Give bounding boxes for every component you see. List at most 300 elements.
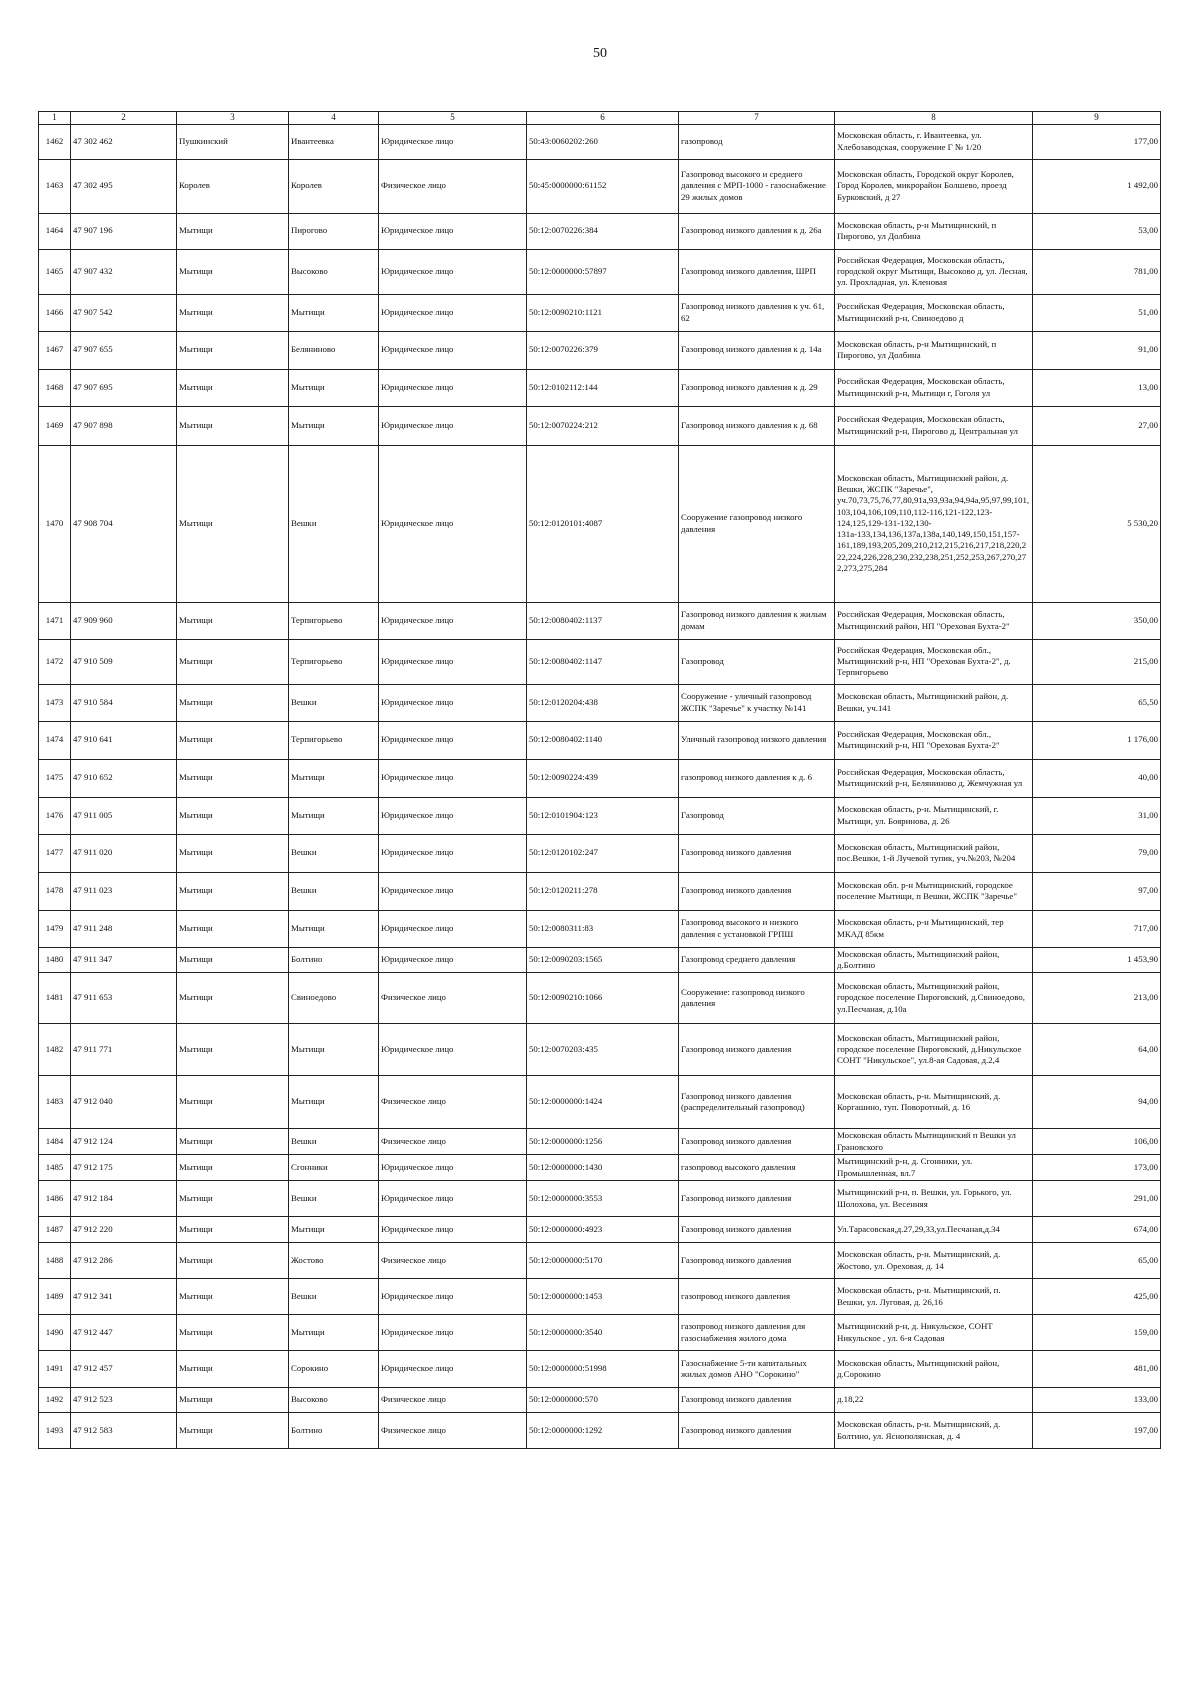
- cell-owner-type: Юридическое лицо: [379, 331, 527, 369]
- cell-object-name: Газопровод среднего давления: [679, 947, 835, 973]
- cell-oktmo-code: 47 907 655: [71, 331, 177, 369]
- cell-length-value: 65,50: [1033, 684, 1161, 721]
- cell-row-number: 1465: [39, 249, 71, 294]
- cell-district: Мытищи: [177, 872, 289, 910]
- cell-owner-type: Физическое лицо: [379, 1129, 527, 1155]
- cell-owner-type: Юридическое лицо: [379, 684, 527, 721]
- cell-oktmo-code: 47 911 771: [71, 1024, 177, 1076]
- cell-oktmo-code: 47 907 898: [71, 406, 177, 445]
- cell-cadastral-number: 50:12:0000000:1453: [527, 1279, 679, 1315]
- column-header-8: 8: [835, 112, 1033, 125]
- cell-cadastral-number: 50:12:0120204:438: [527, 684, 679, 721]
- cell-oktmo-code: 47 909 960: [71, 602, 177, 639]
- table-row: [39, 445, 1161, 602]
- cell-length-value: 53,00: [1033, 213, 1161, 249]
- cell-address: Московская область, р-н Мытищинский, тер МКАД 85км: [835, 910, 1033, 947]
- table-row: [39, 1024, 1161, 1076]
- cell-row-number: 1481: [39, 973, 71, 1024]
- registry-table: [38, 111, 1161, 1449]
- cell-object-name: Газоснабжение 5-ти капитальных жилых домов АНО "Сорокино": [679, 1351, 835, 1388]
- cell-length-value: 5 530,20: [1033, 445, 1161, 602]
- cell-row-number: 1480: [39, 947, 71, 973]
- cell-address: Ул.Тарасовская,д.27,29,33,ул.Песчаная,д.34: [835, 1217, 1033, 1243]
- column-header-3: 3: [177, 112, 289, 125]
- cell-row-number: 1491: [39, 1351, 71, 1388]
- cell-length-value: 291,00: [1033, 1181, 1161, 1217]
- cell-row-number: 1470: [39, 445, 71, 602]
- cell-settlement: Вешки: [289, 1279, 379, 1315]
- cell-object-name: Газопровод высокого и низкого давления с установкой ГРПШ: [679, 910, 835, 947]
- cell-address: Российская Федерация, Московская область, Мытищинский р-н, Беляниново д, Жемчужная ул: [835, 759, 1033, 797]
- cell-object-name: Газопровод низкого давления, ШРП: [679, 249, 835, 294]
- table-row: [39, 1181, 1161, 1217]
- cell-cadastral-number: 50:12:0000000:570: [527, 1388, 679, 1413]
- cell-address: Мытищинский р-н, п. Вешки, ул. Горького, ул. Шолохова, ул. Весенняя: [835, 1181, 1033, 1217]
- cell-row-number: 1475: [39, 759, 71, 797]
- cell-object-name: Газопровод низкого давления к д. 29: [679, 369, 835, 406]
- cell-oktmo-code: 47 912 583: [71, 1413, 177, 1449]
- cell-cadastral-number: 50:12:0000000:57897: [527, 249, 679, 294]
- cell-address: Российская Федерация, Московская обл., Мытищинский р-н, НП "Ореховая Бухта-2": [835, 721, 1033, 759]
- cell-length-value: 79,00: [1033, 834, 1161, 872]
- cell-oktmo-code: 47 911 653: [71, 973, 177, 1024]
- cell-oktmo-code: 47 912 523: [71, 1388, 177, 1413]
- cell-object-name: Газопровод: [679, 797, 835, 834]
- cell-district: Мытищи: [177, 1413, 289, 1449]
- column-header-2: 2: [71, 112, 177, 125]
- cell-settlement: Мытищи: [289, 369, 379, 406]
- cell-settlement: Терпигорьево: [289, 639, 379, 684]
- cell-object-name: Газопровод низкого давления: [679, 1388, 835, 1413]
- cell-address: д.18,22: [835, 1388, 1033, 1413]
- cell-length-value: 97,00: [1033, 872, 1161, 910]
- cell-oktmo-code: 47 910 509: [71, 639, 177, 684]
- cell-district: Мытищи: [177, 684, 289, 721]
- cell-owner-type: Юридическое лицо: [379, 1155, 527, 1181]
- table-row: [39, 249, 1161, 294]
- cell-cadastral-number: 50:12:0090210:1121: [527, 294, 679, 331]
- cell-object-name: Газопровод низкого давления (распределительный газопровод): [679, 1076, 835, 1129]
- cell-length-value: 1 176,00: [1033, 721, 1161, 759]
- cell-owner-type: Юридическое лицо: [379, 369, 527, 406]
- cell-settlement: Ивантеевка: [289, 124, 379, 159]
- cell-object-name: Газопровод низкого давления к д. 14а: [679, 331, 835, 369]
- cell-address: Мытищинский р-н, д. Сгонники, ул. Промышленная, вл.7: [835, 1155, 1033, 1181]
- cell-address: Российская Федерация, Московская обл., Мытищинский р-н, НП "Ореховая Бухта-2", д. Терпигорьево: [835, 639, 1033, 684]
- cell-settlement: Высоково: [289, 1388, 379, 1413]
- table-row: [39, 797, 1161, 834]
- cell-length-value: 13,00: [1033, 369, 1161, 406]
- cell-district: Мытищи: [177, 1129, 289, 1155]
- cell-settlement: Терпигорьево: [289, 721, 379, 759]
- cell-object-name: Газопровод низкого давления: [679, 1217, 835, 1243]
- cell-cadastral-number: 50:12:0070224:212: [527, 406, 679, 445]
- cell-district: Мытищи: [177, 947, 289, 973]
- cell-settlement: Пирогово: [289, 213, 379, 249]
- table-row: [39, 1155, 1161, 1181]
- cell-oktmo-code: 47 912 184: [71, 1181, 177, 1217]
- cell-length-value: 197,00: [1033, 1413, 1161, 1449]
- cell-owner-type: Юридическое лицо: [379, 445, 527, 602]
- cell-cadastral-number: 50:12:0000000:1430: [527, 1155, 679, 1181]
- cell-cadastral-number: 50:12:0101904:123: [527, 797, 679, 834]
- cell-settlement: Вешки: [289, 1129, 379, 1155]
- cell-row-number: 1477: [39, 834, 71, 872]
- cell-length-value: 91,00: [1033, 331, 1161, 369]
- cell-length-value: 133,00: [1033, 1388, 1161, 1413]
- cell-oktmo-code: 47 912 447: [71, 1315, 177, 1351]
- cell-district: Королев: [177, 159, 289, 213]
- table-body: [39, 124, 1161, 1449]
- cell-district: Мытищи: [177, 910, 289, 947]
- cell-settlement: Жостово: [289, 1243, 379, 1279]
- cell-row-number: 1489: [39, 1279, 71, 1315]
- cell-object-name: Сооружение - уличный газопровод ЖСПК "Заречье" к участку №141: [679, 684, 835, 721]
- cell-district: Мытищи: [177, 1243, 289, 1279]
- cell-oktmo-code: 47 907 695: [71, 369, 177, 406]
- cell-row-number: 1479: [39, 910, 71, 947]
- cell-oktmo-code: 47 907 542: [71, 294, 177, 331]
- table-row: [39, 1279, 1161, 1315]
- cell-row-number: 1483: [39, 1076, 71, 1129]
- cell-object-name: Газопровод низкого давления к д. 26а: [679, 213, 835, 249]
- table-row: [39, 1076, 1161, 1129]
- cell-owner-type: Юридическое лицо: [379, 910, 527, 947]
- table-row: [39, 834, 1161, 872]
- cell-district: Мытищи: [177, 331, 289, 369]
- column-header-4: 4: [289, 112, 379, 125]
- cell-owner-type: Юридическое лицо: [379, 406, 527, 445]
- cell-oktmo-code: 47 910 652: [71, 759, 177, 797]
- column-header-7: 7: [679, 112, 835, 125]
- cell-row-number: 1472: [39, 639, 71, 684]
- cell-cadastral-number: 50:12:0000000:1256: [527, 1129, 679, 1155]
- cell-district: Мытищи: [177, 973, 289, 1024]
- cell-cadastral-number: 50:12:0080311:83: [527, 910, 679, 947]
- cell-object-name: Газопровод низкого давления: [679, 1181, 835, 1217]
- cell-object-name: газопровод низкого давления: [679, 1279, 835, 1315]
- cell-settlement: Мытищи: [289, 1315, 379, 1351]
- cell-oktmo-code: 47 907 432: [71, 249, 177, 294]
- cell-owner-type: Юридическое лицо: [379, 1279, 527, 1315]
- cell-object-name: Сооружение: газопровод низкого давления: [679, 973, 835, 1024]
- cell-oktmo-code: 47 911 347: [71, 947, 177, 973]
- cell-district: Мытищи: [177, 721, 289, 759]
- cell-object-name: Газопровод низкого давления: [679, 834, 835, 872]
- table-row: [39, 331, 1161, 369]
- cell-row-number: 1482: [39, 1024, 71, 1076]
- cell-settlement: Вешки: [289, 445, 379, 602]
- cell-row-number: 1466: [39, 294, 71, 331]
- cell-district: Мытищи: [177, 406, 289, 445]
- cell-object-name: Сооружение газопровод низкого давления: [679, 445, 835, 602]
- cell-object-name: Газопровод низкого давления к жилым домам: [679, 602, 835, 639]
- cell-owner-type: Юридическое лицо: [379, 1351, 527, 1388]
- cell-object-name: Газопровод высокого и среднего давления с МРП-1000 - газоснабжение 29 жилых домов: [679, 159, 835, 213]
- cell-object-name: Газопровод: [679, 639, 835, 684]
- cell-address: Московская область, р-н. Мытищинский, д. Болтино, ул. Яснополянская, д. 4: [835, 1413, 1033, 1449]
- cell-owner-type: Физическое лицо: [379, 973, 527, 1024]
- cell-row-number: 1492: [39, 1388, 71, 1413]
- cell-cadastral-number: 50:12:0070203:435: [527, 1024, 679, 1076]
- cell-oktmo-code: 47 911 020: [71, 834, 177, 872]
- cell-settlement: Болтино: [289, 947, 379, 973]
- cell-oktmo-code: 47 910 641: [71, 721, 177, 759]
- table-row: [39, 1217, 1161, 1243]
- cell-address: Московская область, р-н. Мытищинский, д. Коргашино, туп. Поворотный, д. 16: [835, 1076, 1033, 1129]
- cell-length-value: 173,00: [1033, 1155, 1161, 1181]
- cell-district: Мытищи: [177, 249, 289, 294]
- cell-settlement: Мытищи: [289, 406, 379, 445]
- cell-district: Мытищи: [177, 1351, 289, 1388]
- cell-owner-type: Юридическое лицо: [379, 947, 527, 973]
- cell-owner-type: Юридическое лицо: [379, 639, 527, 684]
- cell-owner-type: Физическое лицо: [379, 1388, 527, 1413]
- cell-owner-type: Юридическое лицо: [379, 1024, 527, 1076]
- table-row: [39, 1413, 1161, 1449]
- page-number: 50: [593, 46, 607, 61]
- cell-district: Мытищи: [177, 445, 289, 602]
- cell-row-number: 1478: [39, 872, 71, 910]
- cell-oktmo-code: 47 912 341: [71, 1279, 177, 1315]
- cell-address: Московская область, р-н Мытищинский, п Пирогово, ул Долбина: [835, 331, 1033, 369]
- cell-cadastral-number: 50:12:0070226:379: [527, 331, 679, 369]
- table-row: [39, 1243, 1161, 1279]
- table-row: [39, 213, 1161, 249]
- cell-settlement: Вешки: [289, 684, 379, 721]
- cell-district: Мытищи: [177, 294, 289, 331]
- cell-settlement: Сорокино: [289, 1351, 379, 1388]
- cell-district: Мытищи: [177, 369, 289, 406]
- cell-length-value: 159,00: [1033, 1315, 1161, 1351]
- cell-district: Пушкинский: [177, 124, 289, 159]
- cell-address: Московская область Мытищинский п Вешки ул Грановского: [835, 1129, 1033, 1155]
- cell-row-number: 1473: [39, 684, 71, 721]
- cell-cadastral-number: 50:12:0090203:1565: [527, 947, 679, 973]
- cell-district: Мытищи: [177, 602, 289, 639]
- cell-address: Российская Федерация, Московская область, Мытищинский район, НП "Ореховая Бухта-2": [835, 602, 1033, 639]
- cell-owner-type: Юридическое лицо: [379, 759, 527, 797]
- cell-owner-type: Юридическое лицо: [379, 872, 527, 910]
- cell-cadastral-number: 50:12:0120101:4087: [527, 445, 679, 602]
- cell-object-name: Газопровод низкого давления: [679, 1129, 835, 1155]
- cell-district: Мытищи: [177, 1024, 289, 1076]
- cell-oktmo-code: 47 908 704: [71, 445, 177, 602]
- cell-cadastral-number: 50:12:0090210:1066: [527, 973, 679, 1024]
- cell-address: Московская область, Мытищинский район, городское поселение Пироговский, д.Свиноедово, ул.Песчаная, д.10а: [835, 973, 1033, 1024]
- cell-length-value: 1 453,90: [1033, 947, 1161, 973]
- cell-settlement: Мытищи: [289, 910, 379, 947]
- cell-settlement: Вешки: [289, 872, 379, 910]
- cell-settlement: Вешки: [289, 1181, 379, 1217]
- cell-district: Мытищи: [177, 1181, 289, 1217]
- cell-district: Мытищи: [177, 1155, 289, 1181]
- cell-row-number: 1476: [39, 797, 71, 834]
- cell-object-name: Газопровод низкого давления к уч. 61, 62: [679, 294, 835, 331]
- cell-settlement: Мытищи: [289, 1076, 379, 1129]
- cell-oktmo-code: 47 912 457: [71, 1351, 177, 1388]
- cell-owner-type: Юридическое лицо: [379, 1181, 527, 1217]
- cell-object-name: Газопровод низкого давления: [679, 1413, 835, 1449]
- cell-settlement: Болтино: [289, 1413, 379, 1449]
- cell-cadastral-number: 50:12:0000000:4923: [527, 1217, 679, 1243]
- cell-length-value: 65,00: [1033, 1243, 1161, 1279]
- table-row: [39, 294, 1161, 331]
- cell-district: Мытищи: [177, 834, 289, 872]
- cell-district: Мытищи: [177, 759, 289, 797]
- cell-settlement: Терпигорьево: [289, 602, 379, 639]
- cell-owner-type: Физическое лицо: [379, 1413, 527, 1449]
- cell-cadastral-number: 50:12:0120102:247: [527, 834, 679, 872]
- cell-object-name: газопровод низкого давления к д. 6: [679, 759, 835, 797]
- cell-district: Мытищи: [177, 1279, 289, 1315]
- cell-address: Московская область, Городской округ Королев, Город Королев, микрорайон Болшево, проезд Бурковский, д 27: [835, 159, 1033, 213]
- cell-address: Российская Федерация, Московская область, городской округ Мытищи, Высоково д, ул. Лесная, ул. Прохладная, ул. Кленовая: [835, 249, 1033, 294]
- cell-cadastral-number: 50:12:0080402:1147: [527, 639, 679, 684]
- cell-length-value: 425,00: [1033, 1279, 1161, 1315]
- cell-row-number: 1469: [39, 406, 71, 445]
- cell-address: Московская область, Мытищинский район, д.Болтино: [835, 947, 1033, 973]
- cell-owner-type: Физическое лицо: [379, 1243, 527, 1279]
- table-row: [39, 872, 1161, 910]
- cell-address: Российская Федерация, Московская область, Мытищинский р-н, Пирогово д, Центральная ул: [835, 406, 1033, 445]
- cell-row-number: 1467: [39, 331, 71, 369]
- cell-row-number: 1490: [39, 1315, 71, 1351]
- cell-object-name: газопровод низкого давления для газоснабжения жилого дома: [679, 1315, 835, 1351]
- cell-object-name: газопровод высокого давления: [679, 1155, 835, 1181]
- cell-owner-type: Физическое лицо: [379, 159, 527, 213]
- cell-length-value: 213,00: [1033, 973, 1161, 1024]
- cell-district: Мытищи: [177, 1315, 289, 1351]
- cell-object-name: газопровод: [679, 124, 835, 159]
- table-row: [39, 759, 1161, 797]
- cell-address: Московская область, Мытищинский район, д. Вешки, уч.141: [835, 684, 1033, 721]
- cell-cadastral-number: 50:12:0000000:1424: [527, 1076, 679, 1129]
- cell-district: Мытищи: [177, 213, 289, 249]
- cell-length-value: 717,00: [1033, 910, 1161, 947]
- cell-address: Московская область, р-н Мытищинский, п Пирогово, ул Долбина: [835, 213, 1033, 249]
- cell-owner-type: Юридическое лицо: [379, 213, 527, 249]
- column-header-5: 5: [379, 112, 527, 125]
- cell-length-value: 40,00: [1033, 759, 1161, 797]
- cell-address: Мытищинский р-н, д. Никульское, СОНТ Никульское , ул. 6-я Садовая: [835, 1315, 1033, 1351]
- cell-address: Московская область, р-н. Мытищинский, п. Вешки, ул. Луговая, д. 26,16: [835, 1279, 1033, 1315]
- cell-address: Московская область, Мытищинский район, городское поселение Пироговский, д.Никульское СОНТ "Никульское", ул.8-ая Садовая, д.2,4: [835, 1024, 1033, 1076]
- header-row: [39, 112, 1161, 125]
- table-row: [39, 721, 1161, 759]
- cell-row-number: 1468: [39, 369, 71, 406]
- cell-owner-type: Юридическое лицо: [379, 1315, 527, 1351]
- cell-address: Московская область, Мытищинский район, д.Сорокино: [835, 1351, 1033, 1388]
- column-header-1: 1: [39, 112, 71, 125]
- table-row: [39, 1315, 1161, 1351]
- table-row: [39, 639, 1161, 684]
- cell-object-name: Газопровод низкого давления: [679, 1024, 835, 1076]
- cell-row-number: 1464: [39, 213, 71, 249]
- cell-owner-type: Физическое лицо: [379, 1076, 527, 1129]
- cell-owner-type: Юридическое лицо: [379, 294, 527, 331]
- cell-object-name: Уличный газопровод низкого давления: [679, 721, 835, 759]
- cell-cadastral-number: 50:12:0000000:51998: [527, 1351, 679, 1388]
- cell-row-number: 1486: [39, 1181, 71, 1217]
- cell-owner-type: Юридическое лицо: [379, 834, 527, 872]
- table-row: [39, 684, 1161, 721]
- cell-district: Мытищи: [177, 639, 289, 684]
- cell-length-value: 94,00: [1033, 1076, 1161, 1129]
- cell-settlement: Беляниново: [289, 331, 379, 369]
- cell-length-value: 64,00: [1033, 1024, 1161, 1076]
- cell-district: Мытищи: [177, 1076, 289, 1129]
- table-row: [39, 159, 1161, 213]
- cell-owner-type: Юридическое лицо: [379, 721, 527, 759]
- cell-length-value: 1 492,00: [1033, 159, 1161, 213]
- cell-row-number: 1484: [39, 1129, 71, 1155]
- cell-row-number: 1474: [39, 721, 71, 759]
- cell-address: Московская область, г. Ивантеевка, ул. Хлебозаводская, сооружение Г № 1/20: [835, 124, 1033, 159]
- cell-cadastral-number: 50:12:0000000:1292: [527, 1413, 679, 1449]
- cell-cadastral-number: 50:12:0120211:278: [527, 872, 679, 910]
- cell-cadastral-number: 50:45:0000000:61152: [527, 159, 679, 213]
- table-row: [39, 1388, 1161, 1413]
- cell-owner-type: Юридическое лицо: [379, 1217, 527, 1243]
- cell-cadastral-number: 50:43:0060202:260: [527, 124, 679, 159]
- cell-oktmo-code: 47 911 023: [71, 872, 177, 910]
- table-row: [39, 1351, 1161, 1388]
- cell-oktmo-code: 47 911 248: [71, 910, 177, 947]
- table-row: [39, 369, 1161, 406]
- cell-length-value: 27,00: [1033, 406, 1161, 445]
- cell-settlement: Высоково: [289, 249, 379, 294]
- cell-oktmo-code: 47 912 124: [71, 1129, 177, 1155]
- cell-row-number: 1462: [39, 124, 71, 159]
- cell-cadastral-number: 50:12:0080402:1140: [527, 721, 679, 759]
- cell-length-value: 51,00: [1033, 294, 1161, 331]
- cell-owner-type: Юридическое лицо: [379, 249, 527, 294]
- cell-row-number: 1493: [39, 1413, 71, 1449]
- cell-row-number: 1485: [39, 1155, 71, 1181]
- cell-row-number: 1463: [39, 159, 71, 213]
- cell-district: Мытищи: [177, 797, 289, 834]
- cell-address: Российская Федерация, Московская область, Мытищинский р-н, Мытищи г, Гоголя ул: [835, 369, 1033, 406]
- cell-address: Московская область, Мытищинский район, пос.Вешки, 1-й Лучевой тупик, уч.№203, №204: [835, 834, 1033, 872]
- column-header-6: 6: [527, 112, 679, 125]
- cell-length-value: 674,00: [1033, 1217, 1161, 1243]
- cell-settlement: Мытищи: [289, 294, 379, 331]
- cell-row-number: 1471: [39, 602, 71, 639]
- cell-owner-type: Юридическое лицо: [379, 797, 527, 834]
- cell-cadastral-number: 50:12:0000000:3553: [527, 1181, 679, 1217]
- cell-oktmo-code: 47 302 462: [71, 124, 177, 159]
- cell-address: Московская область, Мытищинский район, д. Вешки, ЖСПК "Заречье", уч.70,73,75,76,77,80,91а,93,93а,94,94а,95,97,99,101,103,104,106,109,110,112-116,121-122,123-124,125,129-131-132,130-131а-133,134,136,137а,138а,140,149,150,151,157-161,189,193,205,209,210,212,215,216,217,218,220,222,224,226,228,230,232,238,251,252,253,267,270,272,273,275,284: [835, 445, 1033, 602]
- column-header-9: 9: [1033, 112, 1161, 125]
- table-row: [39, 406, 1161, 445]
- cell-oktmo-code: 47 907 196: [71, 213, 177, 249]
- table-row: [39, 602, 1161, 639]
- cell-oktmo-code: 47 910 584: [71, 684, 177, 721]
- cell-oktmo-code: 47 912 040: [71, 1076, 177, 1129]
- cell-settlement: Вешки: [289, 834, 379, 872]
- cell-settlement: Сгонники: [289, 1155, 379, 1181]
- cell-settlement: Свиноедово: [289, 973, 379, 1024]
- cell-owner-type: Юридическое лицо: [379, 124, 527, 159]
- cell-object-name: Газопровод низкого давления: [679, 1243, 835, 1279]
- cell-cadastral-number: 50:12:0000000:5170: [527, 1243, 679, 1279]
- cell-settlement: Королев: [289, 159, 379, 213]
- table-row: [39, 124, 1161, 159]
- table-row: [39, 947, 1161, 973]
- cell-row-number: 1487: [39, 1217, 71, 1243]
- cell-owner-type: Юридическое лицо: [379, 602, 527, 639]
